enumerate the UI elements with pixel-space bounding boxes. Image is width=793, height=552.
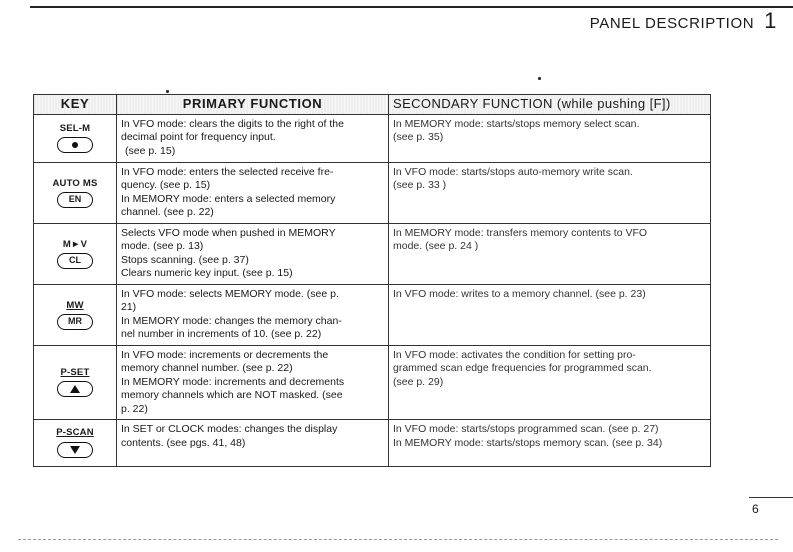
- primary-line: nel number in increments of 10. (see p. 22): [121, 328, 322, 341]
- key-label: AUTO MS: [52, 177, 98, 189]
- secondary-line: grammed scan edge frequencies for programmed scan.: [393, 362, 652, 375]
- key-cell: [34, 420, 117, 467]
- header-secondary: SECONDARY FUNCTION (while pushing [F]): [389, 95, 711, 115]
- print-speck: [538, 77, 541, 80]
- primary-line: (see p. 15): [125, 144, 176, 157]
- page-number: 6: [752, 502, 759, 516]
- primary-line: mode. (see p. 13): [121, 240, 204, 253]
- secondary-line: (see p. 33 ): [393, 179, 447, 192]
- primary-line: In SET or CLOCK modes: changes the display: [121, 423, 338, 436]
- secondary-line: (see p. 35): [393, 131, 444, 144]
- secondary-line: mode. (see p. 24 ): [393, 240, 479, 253]
- key-label: P-SCAN: [56, 427, 94, 439]
- table-row: [34, 285, 711, 346]
- table-row: [34, 224, 711, 285]
- section-number: 1: [764, 8, 777, 33]
- dot-icon: [70, 140, 80, 150]
- down-triangle-icon: [69, 445, 81, 455]
- key-label: SEL-M: [59, 122, 91, 134]
- secondary-line: In MEMORY mode: starts/stops memory scan. (see p. 34): [393, 436, 663, 449]
- primary-cell: [117, 163, 389, 224]
- p-set-key-button: [57, 381, 93, 397]
- table-row: [34, 115, 711, 163]
- bottom-rule: [18, 539, 778, 540]
- secondary-line: In VFO mode: writes to a memory channel. (see p. 23): [393, 288, 646, 300]
- primary-cell: [117, 346, 389, 420]
- key-label: MW: [66, 299, 84, 311]
- up-triangle-icon: [69, 384, 81, 394]
- section-title: PANEL DESCRIPTION: [589, 15, 755, 32]
- primary-line: 21): [121, 301, 137, 314]
- primary-line: contents. (see pgs. 41, 48): [121, 436, 246, 449]
- secondary-cell: [389, 420, 711, 467]
- primary-line: channel. (see p. 22): [121, 206, 214, 219]
- secondary-cell: [389, 115, 711, 163]
- secondary-cell: [389, 285, 711, 346]
- primary-line: In VFO mode: increments or decrements the: [121, 349, 329, 361]
- sel-m-key-button: [57, 137, 93, 153]
- primary-line: memory channels which are NOT masked. (see: [121, 389, 343, 402]
- auto-ms-key-button: EN: [57, 192, 93, 208]
- primary-cell: [117, 115, 389, 163]
- primary-line: quency. (see p. 15): [121, 179, 211, 192]
- mw-key-button: MR: [57, 314, 93, 330]
- primary-cell: [117, 285, 389, 346]
- page-number-rule: [749, 497, 793, 498]
- primary-line: In VFO mode: clears the digits to the right of the: [121, 118, 344, 130]
- secondary-cell: [389, 163, 711, 224]
- secondary-line: In VFO mode: starts/stops programmed scan. (see p. 27): [393, 423, 659, 436]
- m-to-v-key-button: CL: [57, 253, 93, 269]
- print-speck: [166, 90, 169, 93]
- key-cell: [34, 224, 117, 285]
- primary-line: In MEMORY mode: increments and decrements: [121, 375, 345, 388]
- key-cell: [34, 346, 117, 420]
- secondary-cell: [389, 346, 711, 420]
- secondary-line: In MEMORY mode: starts/stops memory select scan.: [393, 118, 640, 130]
- primary-line: Selects VFO mode when pushed in MEMORY: [121, 227, 336, 239]
- primary-cell: [117, 420, 389, 467]
- key-cell: [34, 115, 117, 163]
- section-header: [590, 8, 777, 34]
- primary-line: Stops scanning. (see p. 37): [121, 253, 249, 266]
- primary-line: In MEMORY mode: changes the memory chan-: [121, 314, 342, 327]
- p-scan-key-button: [57, 442, 93, 458]
- primary-cell: [117, 224, 389, 285]
- key-cell: [34, 285, 117, 346]
- primary-line: Clears numeric key input. (see p. 15): [121, 267, 293, 280]
- primary-line: In MEMORY mode: enters a selected memory: [121, 192, 336, 205]
- secondary-line: In VFO mode: starts/stops auto-memory write scan.: [393, 166, 633, 178]
- secondary-line: In VFO mode: activates the condition for setting pro-: [393, 349, 636, 361]
- table-row: [34, 346, 711, 420]
- header-primary: PRIMARY FUNCTION: [117, 95, 389, 115]
- primary-line: decimal point for frequency input.: [121, 131, 276, 144]
- primary-line: In VFO mode: enters the selected receive fre-: [121, 166, 334, 178]
- key-label: P-SET: [60, 366, 90, 378]
- table-row: [34, 163, 711, 224]
- key-label: M►V: [62, 238, 88, 250]
- key-cell: [34, 163, 117, 224]
- header-key: KEY: [34, 95, 117, 115]
- secondary-line: In MEMORY mode: transfers memory contents to VFO: [393, 227, 648, 239]
- table-row: [34, 420, 711, 467]
- panel-function-table: [33, 94, 711, 467]
- secondary-line: (see p. 29): [393, 375, 444, 388]
- primary-line: p. 22): [121, 402, 148, 415]
- primary-line: memory channel number. (see p. 22): [121, 362, 293, 375]
- table-header-row: [34, 95, 711, 115]
- primary-line: In VFO mode: selects MEMORY mode. (see p.: [121, 288, 339, 300]
- secondary-cell: [389, 224, 711, 285]
